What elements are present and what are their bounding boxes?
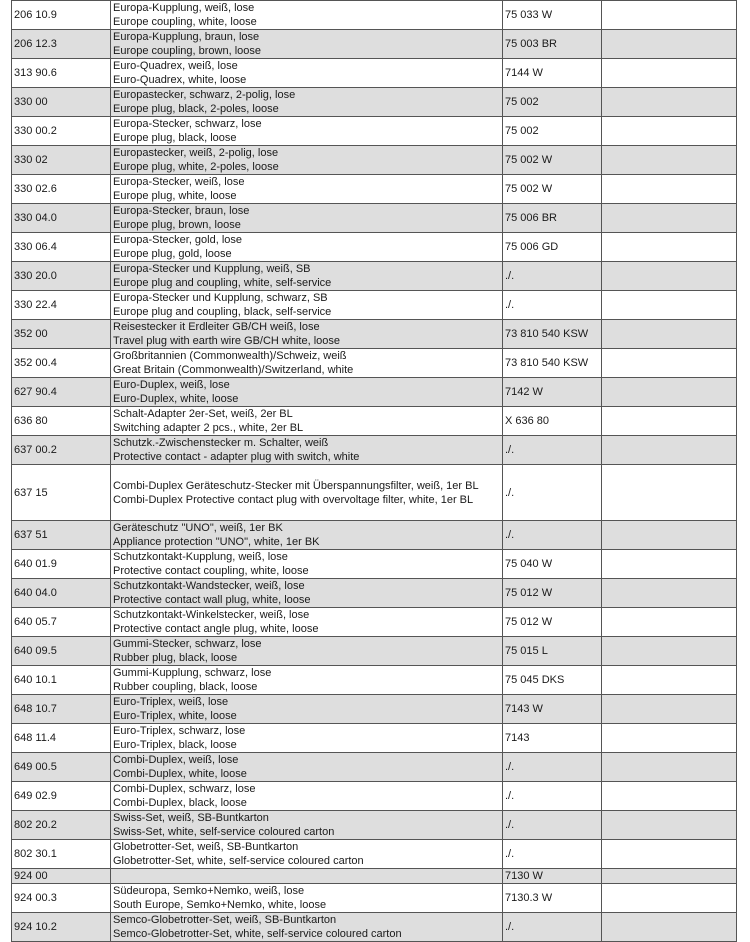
description-german: Südeuropa, Semko+Nemko, weiß, lose [113, 885, 305, 897]
empty-cell [602, 349, 737, 378]
reference-number-cell: 7130 W [503, 869, 602, 884]
table-row [12, 724, 737, 753]
article-number-cell: 330 02.6 [12, 175, 111, 204]
article-number-cell: 640 01.9 [12, 550, 111, 579]
description-english: Semco-Globetrotter-Set, white, self-service coloured carton [113, 928, 402, 940]
description-cell [111, 291, 503, 320]
description-english: Protective contact - adapter plug with switch, white [113, 451, 360, 463]
empty-cell [602, 407, 737, 436]
reference-number-cell: 75 015 L [503, 637, 602, 666]
empty-cell [602, 666, 737, 695]
description-english: Protective contact coupling, white, loose [113, 565, 309, 577]
table-row [12, 550, 737, 579]
article-number-cell: 330 02 [12, 146, 111, 175]
table-row [12, 840, 737, 869]
description-english: Travel plug with earth wire GB/CH white, loose [113, 335, 341, 347]
reference-number-cell: 75 002 [503, 88, 602, 117]
table-row [12, 30, 737, 59]
description-german: Europa-Stecker, braun, lose [113, 205, 250, 217]
description-cell [111, 30, 503, 59]
description-english: Euro-Triplex, white, loose [113, 710, 237, 722]
description-german: Europa-Stecker und Kupplung, schwarz, SB [113, 292, 328, 304]
reference-number-cell: 73 810 540 KSW [503, 349, 602, 378]
article-number-cell: 924 00.3 [12, 884, 111, 913]
description-english: South Europe, Semko+Nemko, white, loose [113, 899, 327, 911]
empty-cell [602, 233, 737, 262]
article-number-cell: 637 51 [12, 521, 111, 550]
empty-cell [602, 695, 737, 724]
reference-number-cell: 7143 [503, 724, 602, 753]
article-number-cell: 802 20.2 [12, 811, 111, 840]
table-row [12, 579, 737, 608]
description-english: Europe plug and coupling, black, self-service [113, 306, 332, 318]
article-number-cell: 637 15 [12, 465, 111, 521]
description-cell [111, 436, 503, 465]
empty-cell [602, 1, 737, 30]
empty-cell [602, 724, 737, 753]
table-row [12, 884, 737, 913]
description-english: Combi-Duplex Protective contact plug with overvoltage filter, white, 1er BL [113, 493, 474, 506]
description-english: Euro-Quadrex, white, loose [113, 74, 247, 86]
description-german: Europa-Stecker, schwarz, lose [113, 118, 262, 130]
article-number-cell: 648 11.4 [12, 724, 111, 753]
table-row [12, 59, 737, 88]
description-cell [111, 884, 503, 913]
description-german: Schutzkontakt-Winkelstecker, weiß, lose [113, 609, 310, 621]
reference-number-cell: 7130.3 W [503, 884, 602, 913]
article-number-cell: 330 04.0 [12, 204, 111, 233]
article-number-cell: 640 10.1 [12, 666, 111, 695]
empty-cell [602, 291, 737, 320]
table-row [12, 407, 737, 436]
reference-number-cell: 75 045 DKS [503, 666, 602, 695]
reference-number-cell: 75 002 W [503, 175, 602, 204]
description-english: Europe plug, white, 2-poles, loose [113, 161, 279, 173]
article-number-cell: 924 00 [12, 869, 111, 884]
description-cell [111, 407, 503, 436]
table-row [12, 88, 737, 117]
empty-cell [602, 608, 737, 637]
description-cell [111, 753, 503, 782]
reference-number-cell: ./. [503, 782, 602, 811]
description-cell [111, 378, 503, 407]
article-number-cell: 649 02.9 [12, 782, 111, 811]
description-german: Schutzk.-Zwischenstecker m. Schalter, weiß [113, 437, 329, 449]
article-number-cell: 330 20.0 [12, 262, 111, 291]
description-cell [111, 262, 503, 291]
table-row [12, 637, 737, 666]
reference-number-cell: 75 006 BR [503, 204, 602, 233]
description-german: Europa-Stecker, gold, lose [113, 234, 243, 246]
article-number-cell: 640 05.7 [12, 608, 111, 637]
description-english: Euro-Duplex, white, loose [113, 393, 239, 405]
description-german: Schutzkontakt-Kupplung, weiß, lose [113, 551, 288, 563]
article-number-cell: 627 90.4 [12, 378, 111, 407]
description-german: Combi-Duplex, schwarz, lose [113, 783, 256, 795]
reference-number-cell: ./. [503, 465, 602, 521]
description-english: Europe coupling, white, loose [113, 16, 257, 28]
description-cell [111, 320, 503, 349]
article-number-cell: 206 10.9 [12, 1, 111, 30]
description-german: Semco-Globetrotter-Set, weiß, SB-Buntkarton [113, 914, 337, 926]
empty-cell [602, 753, 737, 782]
reference-number-cell: 75 033 W [503, 1, 602, 30]
description-cell [111, 840, 503, 869]
description-english: Combi-Duplex, white, loose [113, 768, 247, 780]
description-english: Appliance protection "UNO", white, 1er BK [113, 536, 320, 548]
description-english: Globetrotter-Set, white, self-service coloured carton [113, 855, 364, 867]
description-english: Swiss-Set, white, self-service coloured carton [113, 826, 335, 838]
description-german: Europa-Kupplung, braun, lose [113, 31, 260, 43]
reference-number-cell: ./. [503, 840, 602, 869]
description-cell [111, 550, 503, 579]
article-number-cell: 330 00.2 [12, 117, 111, 146]
description-german: Schutzkontakt-Wandstecker, weiß, lose [113, 580, 305, 592]
description-cell [111, 608, 503, 637]
table-row [12, 175, 737, 204]
table-row [12, 233, 737, 262]
empty-cell [602, 869, 737, 884]
description-english: Europe plug, brown, loose [113, 219, 241, 231]
empty-cell [602, 88, 737, 117]
empty-cell [602, 550, 737, 579]
description-english: Combi-Duplex, black, loose [113, 797, 247, 809]
reference-number-cell: 7144 W [503, 59, 602, 88]
description-cell [111, 175, 503, 204]
table-row [12, 349, 737, 378]
description-english: Rubber coupling, black, loose [113, 681, 258, 693]
empty-cell [602, 146, 737, 175]
empty-cell [602, 320, 737, 349]
empty-cell [602, 262, 737, 291]
table-row [12, 436, 737, 465]
description-cell [111, 117, 503, 146]
empty-cell [602, 175, 737, 204]
reference-number-cell: ./. [503, 913, 602, 942]
table-row [12, 782, 737, 811]
reference-number-cell: 75 003 BR [503, 30, 602, 59]
table-row [12, 695, 737, 724]
table-row [12, 869, 737, 884]
description-german: Combi-Duplex Geräteschutz-Stecker mit Überspannungsfilter, weiß, 1er BL [113, 479, 479, 492]
description-cell [111, 59, 503, 88]
article-number-cell: 330 06.4 [12, 233, 111, 262]
reference-number-cell: 75 002 W [503, 146, 602, 175]
empty-cell [602, 913, 737, 942]
description-german: Gummi-Kupplung, schwarz, lose [113, 667, 272, 679]
empty-cell [602, 436, 737, 465]
table-row [12, 666, 737, 695]
description-german: Europa-Stecker, weiß, lose [113, 176, 245, 188]
reference-number-cell: ./. [503, 436, 602, 465]
description-english: Rubber plug, black, loose [113, 652, 238, 664]
description-german: Europastecker, schwarz, 2-polig, lose [113, 89, 296, 101]
description-german: Euro-Duplex, weiß, lose [113, 379, 230, 391]
description-german: Euro-Triplex, weiß, lose [113, 696, 229, 708]
article-number-cell: 352 00.4 [12, 349, 111, 378]
article-number-cell: 206 12.3 [12, 30, 111, 59]
description-cell [111, 782, 503, 811]
table-row [12, 146, 737, 175]
description-german: Euro-Triplex, schwarz, lose [113, 725, 246, 737]
description-cell [111, 233, 503, 262]
description-english: Europe plug, black, 2-poles, loose [113, 103, 279, 115]
table-row [12, 811, 737, 840]
table-row [12, 320, 737, 349]
empty-cell [602, 204, 737, 233]
reference-number-cell: 7143 W [503, 695, 602, 724]
article-number-cell: 637 00.2 [12, 436, 111, 465]
description-english: Europe coupling, brown, loose [113, 45, 261, 57]
reference-number-cell: 75 040 W [503, 550, 602, 579]
empty-cell [602, 884, 737, 913]
table-row [12, 204, 737, 233]
empty-cell [602, 378, 737, 407]
description-german: Reisestecker it Erdleiter GB/CH weiß, lose [113, 321, 320, 333]
description-cell [111, 579, 503, 608]
empty-cell [602, 637, 737, 666]
reference-number-cell: 75 012 W [503, 579, 602, 608]
empty-cell [602, 840, 737, 869]
description-english: Great Britain (Commonwealth)/Switzerland, white [113, 364, 354, 376]
description-english: Protective contact angle plug, white, loose [113, 623, 319, 635]
description-german: Swiss-Set, weiß, SB-Buntkarton [113, 812, 269, 824]
description-cell [111, 637, 503, 666]
description-english: Europe plug and coupling, white, self-service [113, 277, 332, 289]
article-number-cell: 636 80 [12, 407, 111, 436]
reference-number-cell: ./. [503, 262, 602, 291]
empty-cell [602, 782, 737, 811]
description-cell [111, 521, 503, 550]
article-number-cell: 640 04.0 [12, 579, 111, 608]
reference-number-cell: ./. [503, 811, 602, 840]
empty-cell [602, 30, 737, 59]
article-number-cell: 352 00 [12, 320, 111, 349]
reference-number-cell: 7142 W [503, 378, 602, 407]
empty-cell [602, 579, 737, 608]
table-row [12, 117, 737, 146]
description-cell [111, 88, 503, 117]
description-cell [111, 913, 503, 942]
table-row [12, 378, 737, 407]
description-cell [111, 204, 503, 233]
description-english: Europe plug, black, loose [113, 132, 237, 144]
article-number-cell: 640 09.5 [12, 637, 111, 666]
empty-cell [602, 117, 737, 146]
table-row [12, 913, 737, 942]
description-english: Europe plug, gold, loose [113, 248, 232, 260]
description-cell [111, 1, 503, 30]
description-german: Combi-Duplex, weiß, lose [113, 754, 239, 766]
description-german: Europa-Kupplung, weiß, lose [113, 2, 255, 14]
description-english: Switching adapter 2 pcs., white, 2er BL [113, 422, 304, 434]
description-english: Euro-Triplex, black, loose [113, 739, 237, 751]
description-german: Europastecker, weiß, 2-polig, lose [113, 147, 279, 159]
table-row [12, 753, 737, 782]
reference-number-cell: ./. [503, 291, 602, 320]
reference-number-cell: 75 012 W [503, 608, 602, 637]
empty-cell [602, 521, 737, 550]
table-body [12, 1, 737, 942]
reference-number-cell: ./. [503, 521, 602, 550]
description-english: Europe plug, white, loose [113, 190, 237, 202]
description-german: Geräteschutz "UNO", weiß, 1er BK [113, 522, 283, 534]
article-number-cell: 330 00 [12, 88, 111, 117]
reference-number-cell: 75 002 [503, 117, 602, 146]
description-german: Globetrotter-Set, weiß, SB-Buntkarton [113, 841, 299, 853]
table-row [12, 1, 737, 30]
article-number-cell: 802 30.1 [12, 840, 111, 869]
description-german: Euro-Quadrex, weiß, lose [113, 60, 238, 72]
empty-cell [602, 59, 737, 88]
table-row [12, 262, 737, 291]
article-number-cell: 313 90.6 [12, 59, 111, 88]
product-table [11, 0, 737, 942]
reference-number-cell: 75 006 GD [503, 233, 602, 262]
table-row [12, 608, 737, 637]
table-row [12, 465, 737, 521]
empty-cell [602, 465, 737, 521]
description-cell [111, 349, 503, 378]
description-cell [111, 811, 503, 840]
article-number-cell: 924 10.2 [12, 913, 111, 942]
empty-cell [602, 811, 737, 840]
reference-number-cell: X 636 80 [503, 407, 602, 436]
description-german: Gummi-Stecker, schwarz, lose [113, 638, 262, 650]
reference-number-cell: 73 810 540 KSW [503, 320, 602, 349]
article-number-cell: 648 10.7 [12, 695, 111, 724]
description-cell [111, 465, 503, 521]
article-number-cell: 330 22.4 [12, 291, 111, 320]
description-cell [111, 695, 503, 724]
description-german: Großbritannien (Commonwealth)/Schweiz, weiß [113, 350, 347, 362]
description-english: Protective contact wall plug, white, loose [113, 594, 311, 606]
description-cell [111, 724, 503, 753]
description-german: Schalt-Adapter 2er-Set, weiß, 2er BL [113, 408, 293, 420]
table-row [12, 521, 737, 550]
reference-number-cell: ./. [503, 753, 602, 782]
article-number-cell: 649 00.5 [12, 753, 111, 782]
description-cell [111, 666, 503, 695]
description-cell [111, 869, 503, 884]
description-cell [111, 146, 503, 175]
table-row [12, 291, 737, 320]
description-german: Europa-Stecker und Kupplung, weiß, SB [113, 263, 311, 275]
